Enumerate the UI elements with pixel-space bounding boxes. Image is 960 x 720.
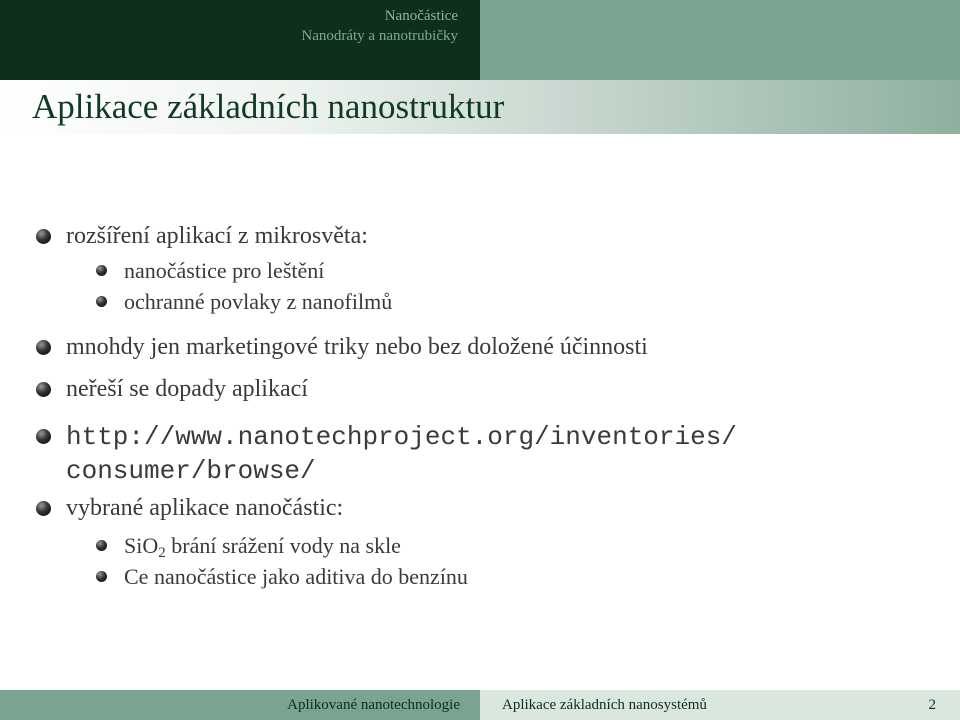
bullet-item-5 xyxy=(36,492,343,524)
sub-bullet-text: ochranné povlaky z nanofilmů xyxy=(124,289,393,314)
sub-bullet-text: nanočástice pro leštění xyxy=(124,258,325,283)
slide-content xyxy=(0,134,960,690)
bullet-item-4 xyxy=(36,420,737,488)
bullet-ball-icon xyxy=(36,382,51,397)
header-bar xyxy=(0,0,960,80)
formula-subscript: 2 xyxy=(158,545,166,561)
url-link-line-1[interactable]: http://www.nanotechproject.org/inventories/ xyxy=(66,422,737,452)
url-block xyxy=(66,420,737,488)
sub-bullet-item-5-2 xyxy=(96,563,468,591)
sub-bullet-ball-icon xyxy=(96,540,107,551)
footer-page-number: 2 xyxy=(928,697,936,713)
frame-title: Aplikace základních nanostruktur xyxy=(32,87,505,126)
sub-bullet-ball-icon xyxy=(96,571,107,582)
frame-title-band xyxy=(0,80,960,134)
bullet-ball-icon xyxy=(36,340,51,355)
sub-bullet-item-1-2 xyxy=(96,288,392,316)
bullet-ball-icon xyxy=(36,501,51,516)
sub-bullet-ball-icon xyxy=(96,265,107,276)
nav-section-link[interactable]: Nanočástice xyxy=(384,8,458,24)
bullet-text: vybrané aplikace nanočástic: xyxy=(66,495,344,521)
sub-bullet-ball-icon xyxy=(96,296,107,307)
nav-subsection-link[interactable]: Nanodráty a nanotrubičky xyxy=(301,28,458,44)
sub-bullet-item-5-1 xyxy=(96,532,401,563)
bullet-text: rozšíření aplikací z mikrosvěta: xyxy=(66,223,368,249)
bullet-ball-icon xyxy=(36,229,51,244)
bullet-text: neřeší se dopady aplikací xyxy=(66,376,308,402)
footer-title: Aplikace základních nanosystémů xyxy=(502,697,707,713)
bullet-text: mnohdy jen marketingové triky nebo bez doložené účinnosti xyxy=(66,334,648,360)
header-left-panel xyxy=(0,0,480,80)
bullet-item-2 xyxy=(36,331,648,363)
sub-bullet-text xyxy=(124,532,401,563)
footer-bar xyxy=(0,690,960,720)
sub-bullet-text: Ce nanočástice jako aditiva do benzínu xyxy=(124,564,468,589)
url-link-line-2[interactable]: consumer/browse/ xyxy=(66,456,316,486)
sub-bullet-item-1-1 xyxy=(96,257,324,285)
sub-bullet-rest: brání srážení vody na skle xyxy=(165,533,401,558)
footer-right-panel xyxy=(480,690,960,720)
bullet-item-1 xyxy=(36,220,368,252)
footer-author: Aplikované nanotechnologie xyxy=(0,690,480,720)
header-navigation xyxy=(301,6,458,46)
header-right-panel xyxy=(480,0,960,80)
bullet-ball-icon xyxy=(36,429,51,444)
formula-prefix: SiO xyxy=(124,533,159,558)
bullet-item-3 xyxy=(36,373,308,405)
